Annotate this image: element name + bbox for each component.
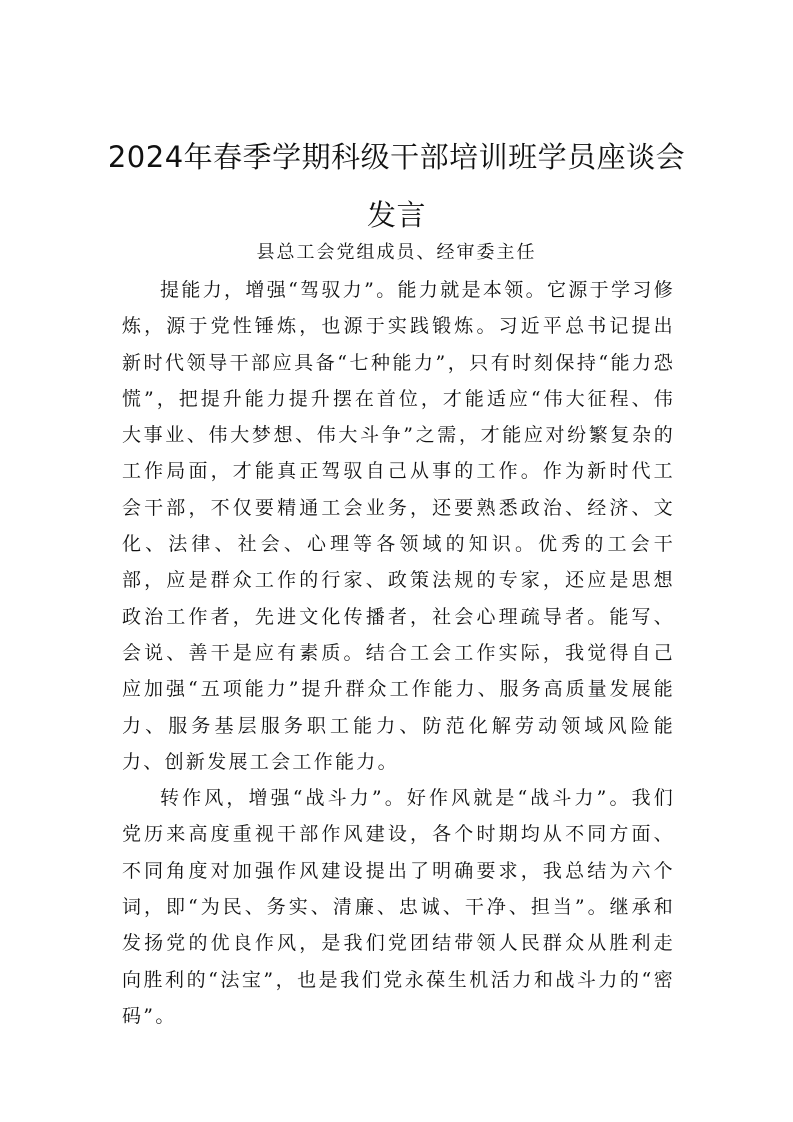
document-title: 2024年春季学期科级干部培训班学员座谈会发言 <box>107 140 686 232</box>
author-line: 县总工会党组成员、经审委主任 <box>256 242 537 263</box>
paragraph-style: 转作风，增强“战斗力”。好作风就是“战斗力”。我们党历来高度重视干部作风建设，各个时期均从不同方面、不同角度对加强作风建设提出了明确要求，我总结为六个词，即“为民、务实、清廉、忠诚、干净、担当”。继承和发扬党的优良作风，是我们党团结带领人民群众从胜利走向胜利的“法宝”，也是我们党永葆生机活力和战斗力的“密码”。 <box>122 787 675 1027</box>
paragraph-ability: 提能力，增强“驾驭力”。能力就是本领。它源于学习修炼，源于党性锤炼，也源于实践锻炼。习近平总书记提出新时代领导干部应具备“七种能力”，只有时刻保持“能力恐慌”，把提升能力提升摆在首位，才能适应“伟大征程、伟大事业、伟大梦想、伟大斗争”之需，才能应对纷繁复杂的工作局面，才能真正驾驭自己从事的工作。作为新时代工会干部，不仅要精通工会业务，还要熟悉政治、经济、文化、法律、社会、心理等各领域的知识。优秀的工会干部，应是群众工作的行家、政策法规的专家，还应是思想政治工作者，先进文化传播者，社会心理疏导者。能写、会说、善干是应有素质。结合工会工作实际，我觉得自己应加强“五项能力”提升群众工作能力、服务高质量发展能力、服务基层服务职工能力、防范化解劳动领域风险能力、创新发展工会工作能力。 <box>122 279 675 773</box>
document-body <box>122 272 675 1034</box>
